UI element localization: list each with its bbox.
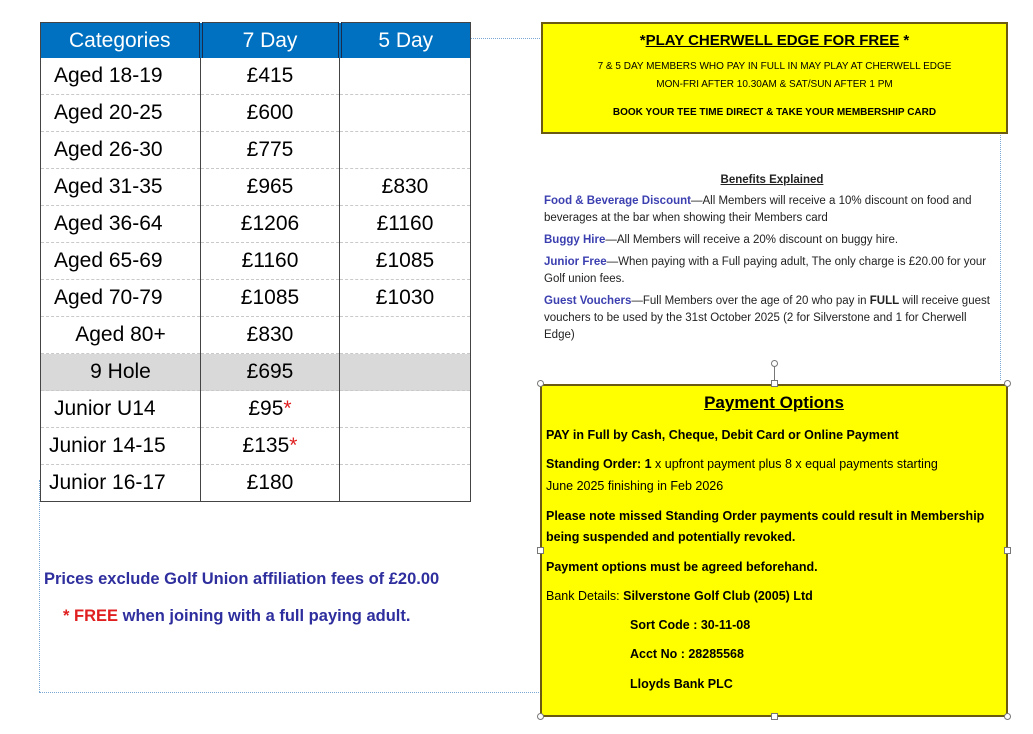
free-note-text: when joining with a full paying adult.	[118, 607, 411, 625]
standing-order-line	[546, 457, 938, 471]
benefit-strong: FULL	[869, 295, 900, 307]
dotted-guide-left	[39, 480, 40, 692]
benefit-name: Junior Free	[544, 256, 607, 268]
bank-account-name: Silverstone Golf Club (2005) Ltd	[623, 589, 813, 603]
seven-day-cell: £600	[201, 95, 340, 132]
benefit-food-beverage	[544, 193, 1000, 227]
category-cell: Junior 14-15	[41, 428, 201, 465]
category-cell: Aged 80+	[41, 317, 201, 354]
benefits-title: Benefits Explained	[720, 174, 824, 186]
benefit-text-after: will receive guest vouchers to be used by the 31st October 2025 (2 for Silverstone and 1 for Cherwell Edge)	[544, 295, 990, 341]
benefit-name: Buggy Hire	[544, 234, 606, 246]
five-day-cell: £1085	[340, 243, 471, 280]
category-cell: 9 Hole	[41, 354, 201, 391]
five-day-cell	[340, 391, 471, 428]
table-row	[41, 132, 471, 169]
benefits-section	[544, 172, 1000, 349]
header-7-day: 7 Day	[201, 23, 340, 59]
benefit-text: —All Members will receive a 20% discount on buggy hire.	[605, 234, 899, 246]
header-categories: Categories	[41, 23, 201, 59]
prices-exclude-note: Prices exclude Golf Union affiliation fees of £20.00	[44, 570, 440, 588]
missed-payments-line-1: Please note missed Standing Order payments could result in Membership	[546, 509, 985, 523]
category-cell: Aged 20-25	[41, 95, 201, 132]
table-row	[41, 206, 471, 243]
resize-handle-top-left[interactable]	[537, 380, 544, 387]
table-row	[41, 95, 471, 132]
bank-details-line	[546, 589, 813, 603]
benefit-name: Food & Beverage Discount	[544, 195, 691, 207]
table-row	[41, 465, 471, 502]
missed-payments-line-2: being suspended and potentially revoked.	[546, 530, 796, 544]
seven-day-cell: £415	[201, 58, 340, 95]
seven-day-cell: £695	[201, 354, 340, 391]
benefit-text: —All Members will receive a 10% discount on food and beverages at the bar when showing their Members card	[544, 195, 972, 224]
table-row	[41, 391, 471, 428]
asterisk-mark: *	[289, 434, 298, 457]
five-day-cell: £830	[340, 169, 471, 206]
category-cell: Aged 65-69	[41, 243, 201, 280]
benefit-guest-vouchers	[544, 293, 1000, 344]
seven-day-cell: £830	[201, 317, 340, 354]
seven-day-cell: £775	[201, 132, 340, 169]
seven-day-cell: £1206	[201, 206, 340, 243]
resize-handle-bottom-left[interactable]	[537, 713, 544, 720]
table-row	[41, 169, 471, 206]
resize-handle-right[interactable]	[1004, 547, 1011, 554]
promo-title-suffix: *	[899, 32, 910, 49]
seven-day-cell: £180	[201, 465, 340, 502]
seven-day-cell	[201, 428, 340, 465]
standing-order-text: x upfront payment plus 8 x equal payments starting	[651, 457, 938, 471]
resize-handle-left[interactable]	[537, 547, 544, 554]
resize-handle-top-right[interactable]	[1004, 380, 1011, 387]
five-day-cell	[340, 132, 471, 169]
category-cell: Aged 26-30	[41, 132, 201, 169]
bank-details-label: Bank Details:	[546, 589, 624, 603]
standing-order-label: Standing Order: 1	[546, 457, 652, 471]
promo-line-2: MON-FRI AFTER 10.30AM & SAT/SUN AFTER 1 PM	[656, 79, 893, 90]
account-number-line: Acct No : 28285568	[630, 647, 744, 661]
five-day-cell	[340, 354, 471, 391]
table-row	[41, 58, 471, 95]
five-day-cell	[340, 95, 471, 132]
benefit-text: —When paying with a Full paying adult, The only charge is £20.00 for your Golf union fees.	[544, 256, 987, 285]
five-day-cell: £1160	[340, 206, 471, 243]
dotted-guide-bottom	[39, 692, 539, 693]
five-day-cell	[340, 317, 471, 354]
promo-title-text: PLAY CHERWELL EDGE FOR FREE	[645, 32, 900, 49]
benefit-text: —Full Members over the age of 20 who pay in	[631, 295, 870, 307]
benefit-buggy-hire	[544, 232, 1000, 249]
category-cell: Aged 31-35	[41, 169, 201, 206]
standing-order-dates: June 2025 finishing in Feb 2026	[546, 479, 724, 493]
table-row	[41, 243, 471, 280]
promo-title	[543, 32, 1006, 49]
sort-code-line: Sort Code : 30-11-08	[630, 618, 751, 632]
seven-day-cell: £965	[201, 169, 340, 206]
resize-handle-bottom[interactable]	[771, 713, 778, 720]
table-header-row	[41, 23, 471, 59]
five-day-cell	[340, 58, 471, 95]
free-junior-note	[63, 607, 410, 626]
benefit-junior-free	[544, 254, 1000, 288]
asterisk-mark: *	[63, 607, 70, 625]
resize-handle-bottom-right[interactable]	[1004, 713, 1011, 720]
payment-title: Payment Options	[704, 393, 844, 412]
membership-price-table	[40, 22, 471, 502]
free-word: FREE	[74, 607, 119, 625]
category-cell: Aged 70-79	[41, 280, 201, 317]
seven-day-cell: £1085	[201, 280, 340, 317]
category-cell: Junior U14	[41, 391, 201, 428]
price-text: £135	[242, 434, 290, 457]
table-row	[41, 317, 471, 354]
category-cell: Junior 16-17	[49, 471, 166, 494]
price-text: £95	[248, 397, 284, 420]
table-row	[41, 428, 471, 465]
bank-name-line: Lloyds Bank PLC	[630, 677, 733, 691]
dotted-guide-top	[470, 38, 540, 39]
table-row	[41, 280, 471, 317]
benefit-name: Guest Vouchers	[544, 295, 632, 307]
five-day-cell: £1030	[340, 280, 471, 317]
seven-day-cell	[201, 391, 340, 428]
payment-options-box[interactable]	[540, 384, 1008, 717]
resize-handle-top[interactable]	[771, 380, 778, 387]
asterisk-mark: *	[283, 397, 292, 420]
promo-line-1: 7 & 5 DAY MEMBERS WHO PAY IN FULL IN MAY PLAY AT CHERWELL EDGE	[597, 61, 952, 72]
header-5-day: 5 Day	[340, 23, 471, 59]
pay-full-line: PAY in Full by Cash, Cheque, Debit Card or Online Payment	[546, 428, 899, 442]
five-day-cell	[340, 428, 471, 465]
rotate-handle[interactable]	[771, 360, 778, 367]
category-cell: Aged 18-19	[41, 58, 201, 95]
promo-book-line: BOOK YOUR TEE TIME DIRECT & TAKE YOUR MEMBERSHIP CARD	[612, 107, 937, 118]
category-cell: Aged 36-64	[41, 206, 201, 243]
cherwell-edge-promo-box	[541, 22, 1008, 134]
agreed-beforehand-line: Payment options must be agreed beforehand.	[546, 560, 818, 574]
seven-day-cell: £1160	[201, 243, 340, 280]
dotted-guide-right	[1000, 135, 1001, 380]
promo-title-prefix: *	[639, 32, 646, 49]
five-day-cell	[340, 465, 471, 502]
table-row	[41, 354, 471, 391]
